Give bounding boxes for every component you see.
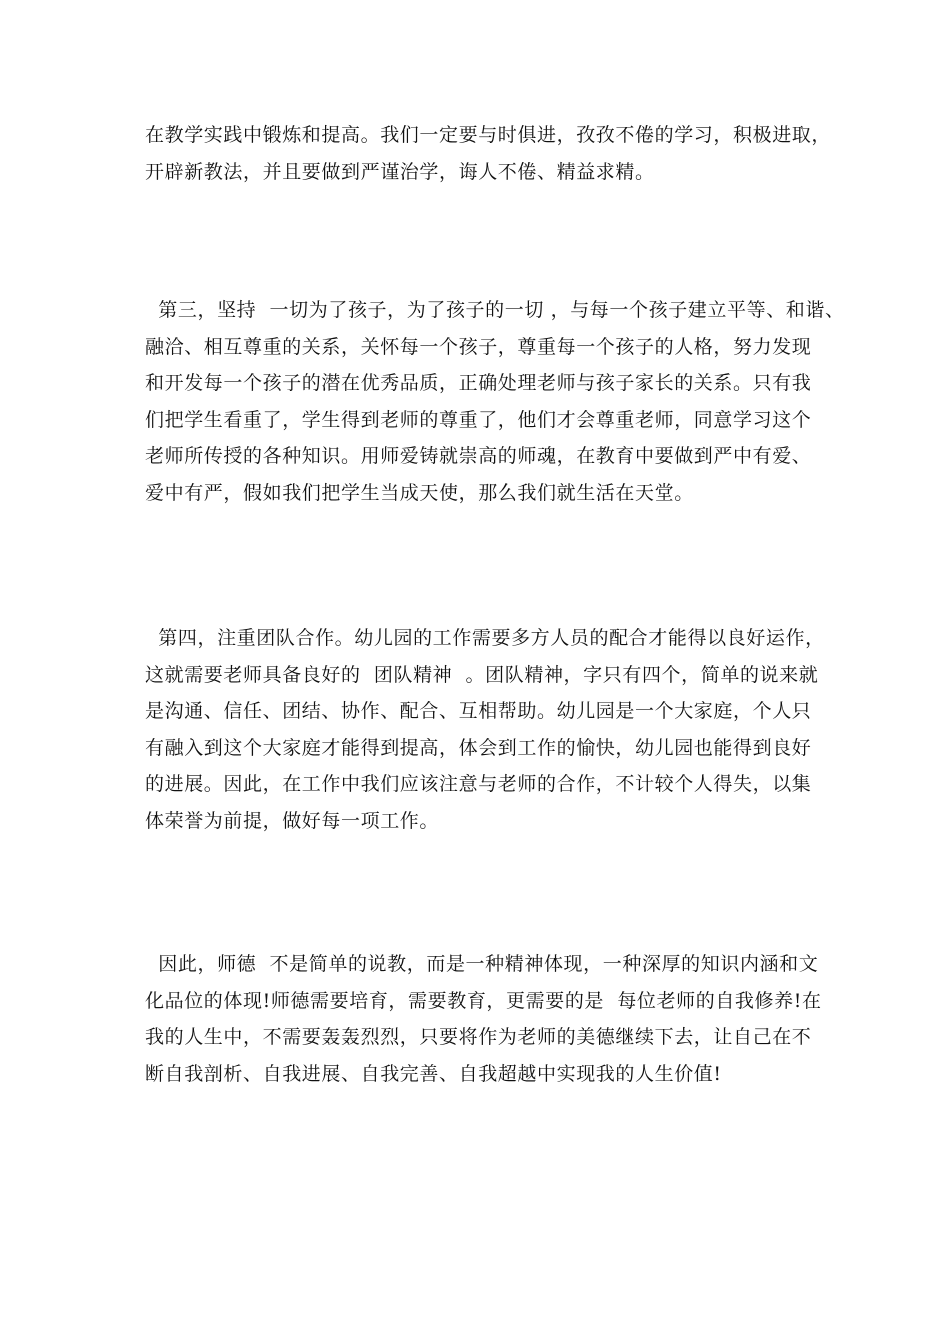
text-line: 爱中有严，假如我们把学生当成天使，那么我们就生活在天堂。 xyxy=(145,481,694,504)
text-line: 第四，注重团队合作。幼儿园的工作需要多方人员的配合才能得以良好运作， xyxy=(145,627,825,649)
text-line: 化品位的体现!师德需要培育，需要教育，更需要的是 每位老师的自我修养!在 xyxy=(145,989,822,1012)
text-line: 体荣誉为前提，做好每一项工作。 xyxy=(145,809,440,832)
text-line: 第三，坚持 一切为了孩子，为了孩子的一切 ，与每一个孩子建立平等、和谐、 xyxy=(145,299,845,321)
paragraph-conclusion xyxy=(145,946,835,1092)
text-line: 融洽、相互尊重的关系，关怀每一个孩子，尊重每一个孩子的人格，努力发现 xyxy=(145,335,812,358)
paragraph-continuation xyxy=(145,117,835,190)
text-line: 老师所传授的各种知识。用师爱铸就崇高的师魂，在教育中要做到严中有爱、 xyxy=(145,445,812,468)
text-line: 有融入到这个大家庭才能得到提高，体会到工作的愉快，幼儿园也能得到良好 xyxy=(145,736,812,759)
text-line: 是沟通、信任、团结、协作、配合、互相帮助。幼儿园是一个大家庭，个人只 xyxy=(145,700,812,723)
text-line: 的进展。因此，在工作中我们应该注意与老师的合作，不计较个人得失，以集 xyxy=(145,773,812,796)
text-line: 和开发每一个孩子的潜在优秀品质，正确处理老师与孩子家长的关系。只有我 xyxy=(145,372,812,395)
text-line: 因此，师德 不是简单的说教，而是一种精神体现，一种深厚的知识内涵和文 xyxy=(145,953,819,975)
text-line: 开辟新教法，并且要做到严谨治学，诲人不倦、精益求精。 xyxy=(145,160,655,183)
text-line: 断自我剖析、自我进展、自我完善、自我超越中实现我的人生价值! xyxy=(145,1062,722,1085)
text-line: 这就需要老师具备良好的 团队精神 。团队精神，字只有四个，简单的说来就 xyxy=(145,663,819,686)
text-line: 我的人生中，不需要轰轰烈烈，只要将作为老师的美德继续下去，让自己在不 xyxy=(145,1026,812,1049)
text-line: 在教学实践中锻炼和提高。我们一定要与时俱进，孜孜不倦的学习，积极进取， xyxy=(145,124,832,146)
text-line: 们把学生看重了，学生得到老师的尊重了，他们才会尊重老师，同意学习这个 xyxy=(145,408,812,431)
paragraph-fourth-point xyxy=(145,620,835,840)
paragraph-third-point xyxy=(145,292,845,512)
